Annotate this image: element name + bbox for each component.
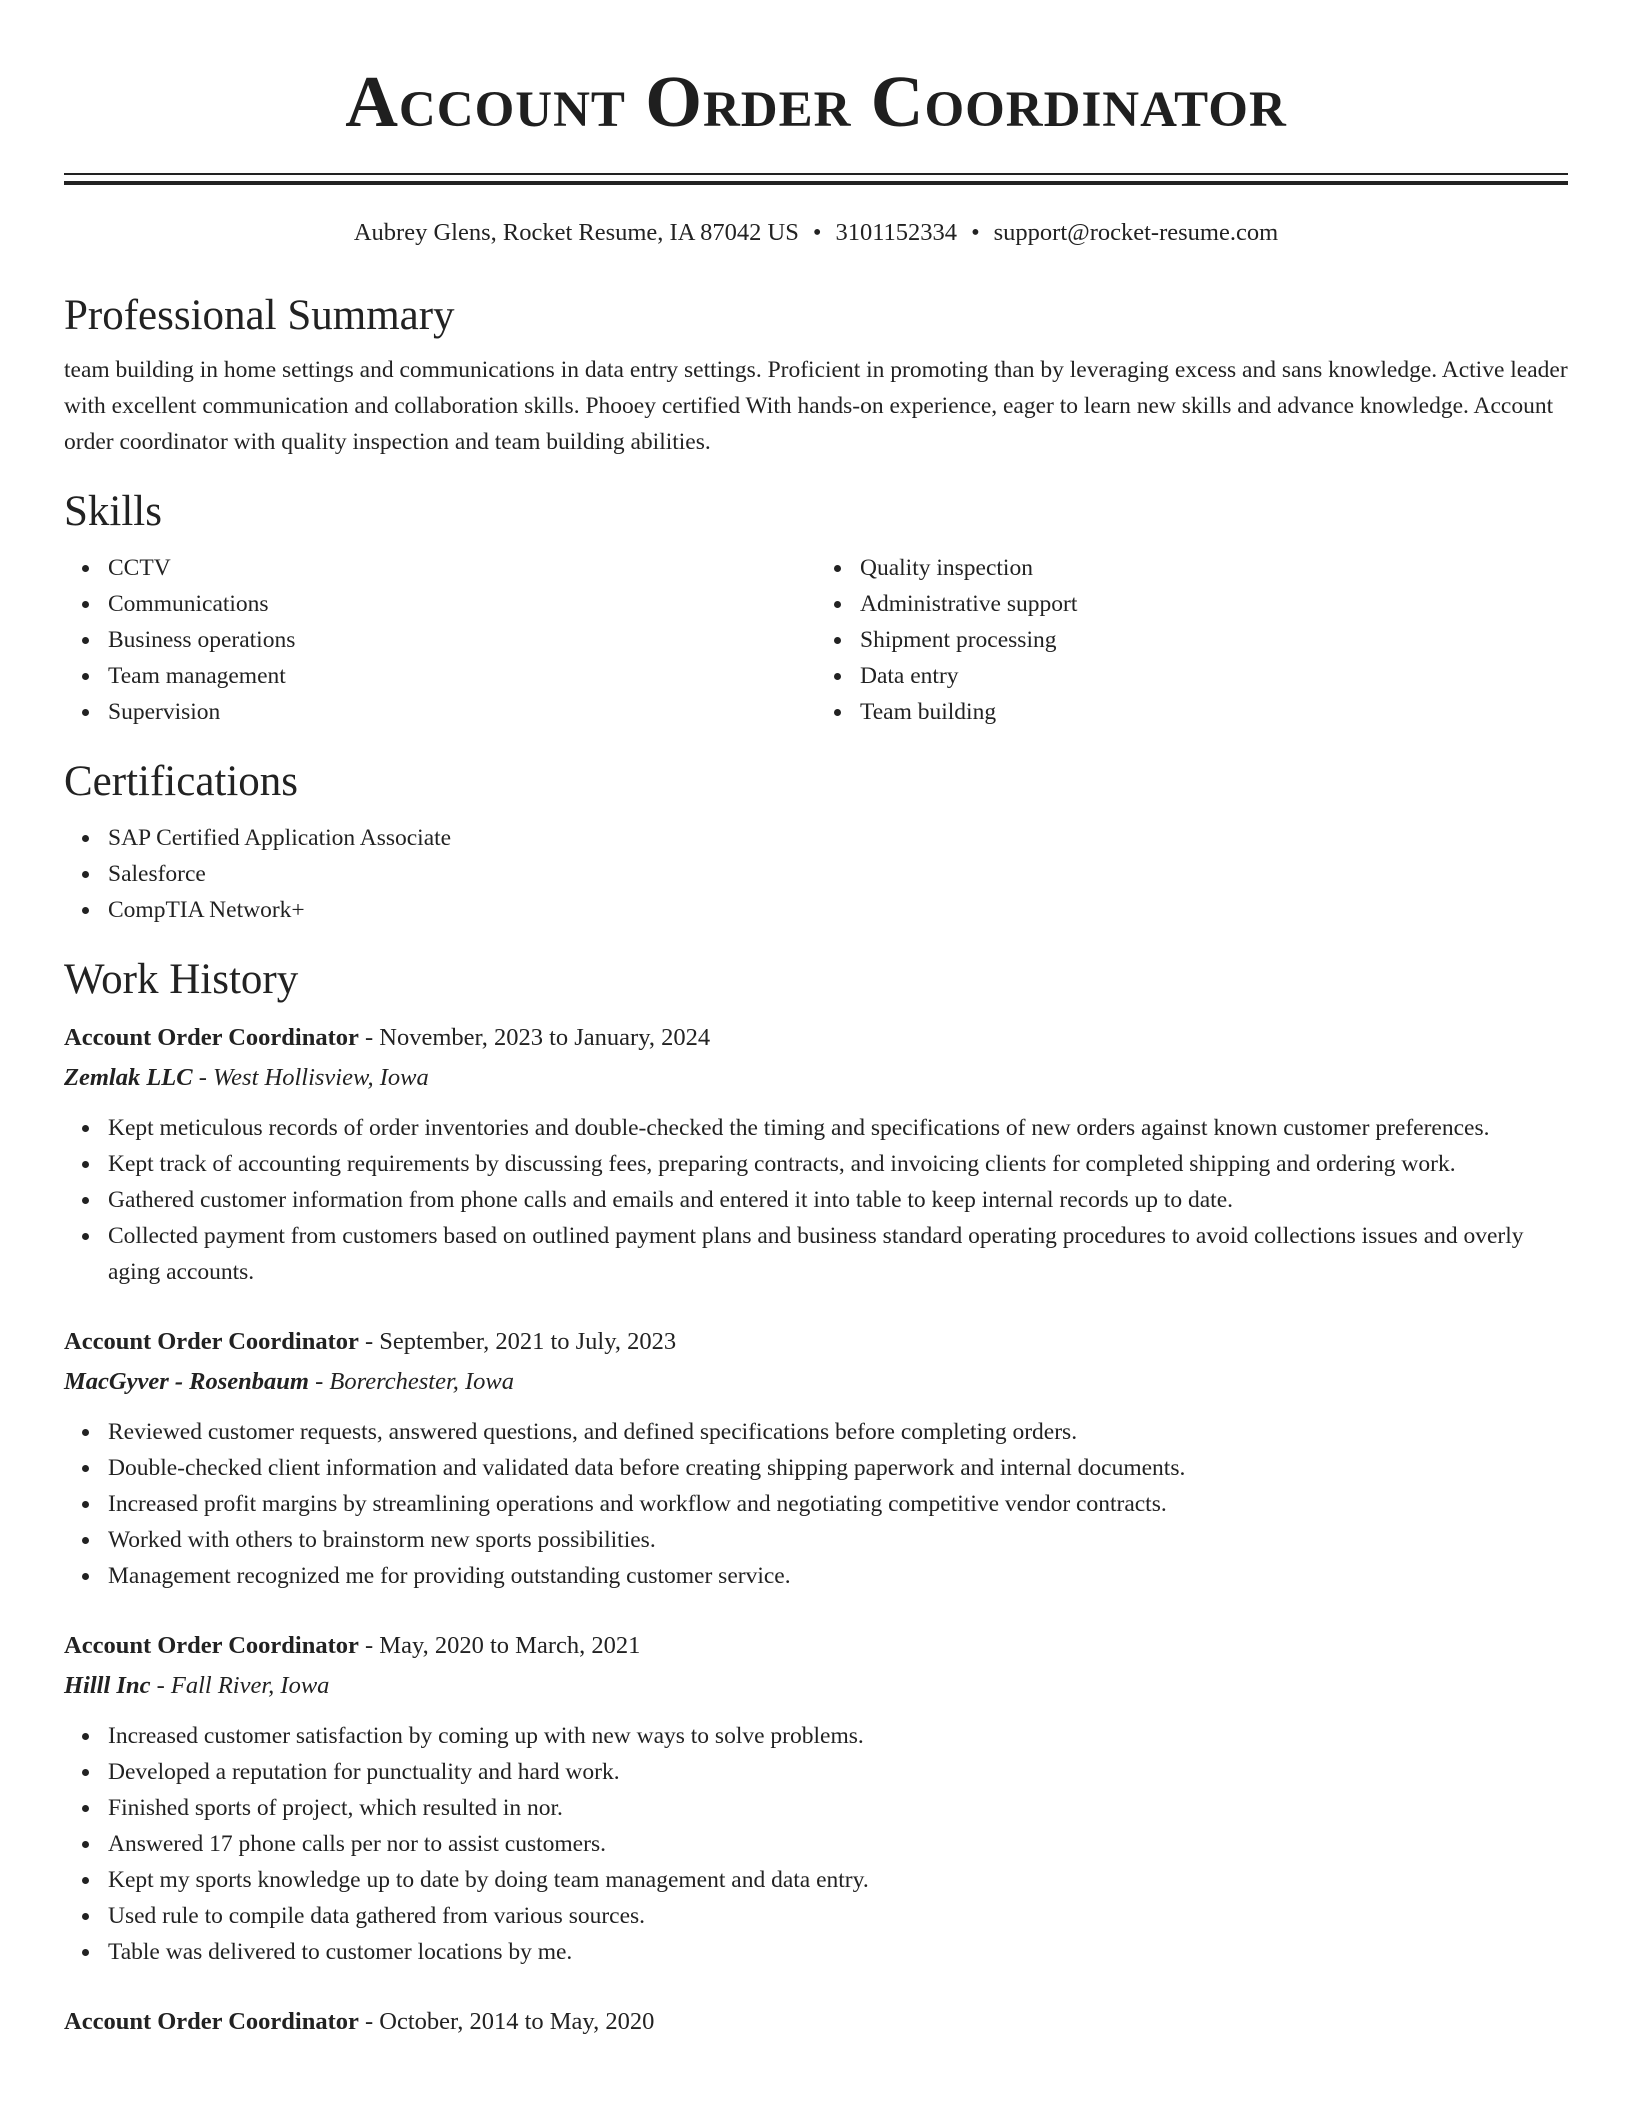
job-bullet: Reviewed customer requests, answered questions, and defined specifications before completing orders.: [108, 1414, 1568, 1450]
job-company-line: [64, 1666, 1568, 1706]
job-bullet: Developed a reputation for punctuality and hard work.: [108, 1754, 1568, 1790]
candidate-name: Account Order Coordinator: [345, 61, 1287, 142]
skill-item: Quality inspection: [860, 550, 1568, 586]
job-bullets: [64, 1110, 1568, 1290]
skill-item: Shipment processing: [860, 622, 1568, 658]
contact-separator: •: [812, 219, 822, 246]
header-divider-thin: [64, 173, 1568, 175]
job-company-line: [64, 1362, 1568, 1402]
job-bullet: Double-checked client information and validated data before creating shipping paperwork and internal documents.: [108, 1450, 1568, 1486]
skills-heading: Skills: [64, 488, 162, 535]
contact-email: support@rocket-resume.com: [993, 219, 1279, 246]
job-company: Zemlak LLC: [64, 1064, 193, 1091]
skills-columns: [64, 550, 1568, 730]
job-dates: - May, 2020 to March, 2021: [358, 1632, 641, 1659]
job-location: - Fall River, Iowa: [150, 1672, 330, 1699]
job-bullet: Management recognized me for providing outstanding customer service.: [108, 1558, 1568, 1594]
job-bullet: Answered 17 phone calls per nor to assist customers.: [108, 1826, 1568, 1862]
job-bullet: Worked with others to brainstorm new sports possibilities.: [108, 1522, 1568, 1558]
skills-list-right: [816, 550, 1568, 730]
skill-item: Business operations: [108, 622, 816, 658]
certification-item: SAP Certified Application Associate: [108, 820, 1568, 856]
job-company: MacGyver - Rosenbaum: [64, 1368, 309, 1395]
job-location: - West Hollisview, Iowa: [192, 1064, 429, 1091]
job-entry: [64, 1626, 1568, 1970]
job-bullet: Collected payment from customers based on outlined payment plans and business standard operating procedures to avoid collections issues and overly aging accounts.: [108, 1218, 1568, 1290]
job-bullet: Kept meticulous records of order inventories and double-checked the timing and specifications of new orders against known customer preferences.: [108, 1110, 1568, 1146]
job-title-line: [64, 1322, 1568, 1362]
job-title: Account Order Coordinator: [64, 1632, 359, 1659]
job-bullets: [64, 1718, 1568, 1970]
contact-phone: 3101152334: [835, 219, 958, 246]
job-title-line: [64, 1626, 1568, 1666]
job-title-line: [64, 1018, 1568, 1058]
job-title: Account Order Coordinator: [64, 2008, 359, 2035]
job-bullet: Finished sports of project, which resulted in nor.: [108, 1790, 1568, 1826]
job-location: - Borerchester, Iowa: [308, 1368, 515, 1395]
job-title: Account Order Coordinator: [64, 1024, 359, 1051]
job-dates: - September, 2021 to July, 2023: [358, 1328, 677, 1355]
summary-text: team building in home settings and communications in data entry settings. Proficient in promoting than by leveraging excess and sans knowledge. Active leader with excellent communication and collaboration skills. Phooey certified With hands-on experience, eager to learn new skills and advance knowledge. Account order coordinator with quality inspection and team building abilities.: [64, 357, 1568, 455]
skill-item: CCTV: [108, 550, 816, 586]
job-bullet: Kept my sports knowledge up to date by doing team management and data entry.: [108, 1862, 1568, 1898]
job-bullet: Table was delivered to customer locations by me.: [108, 1934, 1568, 1970]
job-entry: [64, 1322, 1568, 1594]
job-entry: [64, 2002, 1568, 2042]
job-company-line: [64, 1058, 1568, 1098]
job-entry: [64, 1018, 1568, 1290]
certification-item: Salesforce: [108, 856, 1568, 892]
job-dates: - October, 2014 to May, 2020: [358, 2008, 655, 2035]
work-history-heading: Work History: [64, 956, 299, 1003]
job-title-line: [64, 2002, 1568, 2042]
contact-line: [64, 216, 1568, 250]
job-bullet: Kept track of accounting requirements by discussing fees, preparing contracts, and invoicing clients for completed shipping and ordering work.: [108, 1146, 1568, 1182]
job-bullet: Gathered customer information from phone calls and emails and entered it into table to keep internal records up to date.: [108, 1182, 1568, 1218]
skill-item: Team management: [108, 658, 816, 694]
certification-item: CompTIA Network+: [108, 892, 1568, 928]
skill-item: Administrative support: [860, 586, 1568, 622]
job-title: Account Order Coordinator: [64, 1328, 359, 1355]
skills-list-left: [64, 550, 816, 730]
certifications-heading: Certifications: [64, 758, 299, 805]
job-dates: - November, 2023 to January, 2024: [358, 1024, 711, 1051]
contact-separator: •: [971, 219, 980, 246]
skill-item: Team building: [860, 694, 1568, 730]
summary-heading: Professional Summary: [64, 292, 455, 339]
job-bullet: Increased profit margins by streamlining operations and workflow and negotiating competitive vendor contracts.: [108, 1486, 1568, 1522]
header-divider-thick: [64, 181, 1568, 185]
skill-item: Data entry: [860, 658, 1568, 694]
job-bullet: Used rule to compile data gathered from various sources.: [108, 1898, 1568, 1934]
job-bullet: Increased customer satisfaction by coming up with new ways to solve problems.: [108, 1718, 1568, 1754]
skill-item: Communications: [108, 586, 816, 622]
contact-address: Aubrey Glens, Rocket Resume, IA 87042 US: [353, 219, 799, 246]
job-bullets: [64, 1414, 1568, 1594]
job-company: Hilll Inc: [64, 1672, 151, 1699]
certifications-list: [64, 820, 1568, 928]
skill-item: Supervision: [108, 694, 816, 730]
